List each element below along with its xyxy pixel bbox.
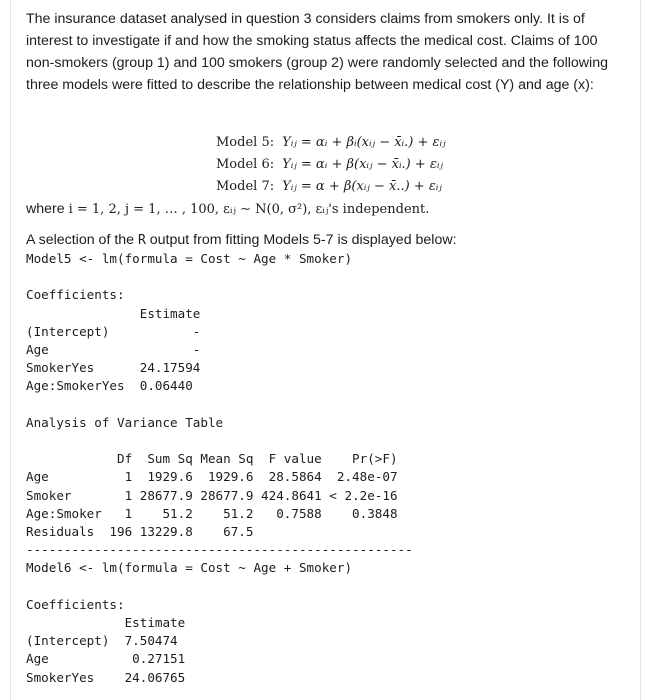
model-7-row — [216, 176, 516, 198]
model-6-label: Model 6: — [216, 157, 275, 172]
output-intro-before: A selection of the — [26, 232, 138, 248]
where-math: i = 1, 2, j = 1, … , 100, εᵢⱼ ∼ N(0, σ²), εᵢⱼ's independent. — [68, 202, 430, 217]
model-equations — [216, 132, 516, 198]
model-5-equation: Yᵢⱼ = αᵢ + βᵢ(xᵢⱼ − x̄ᵢ.) + εᵢⱼ — [282, 135, 446, 150]
where-prefix: where — [26, 201, 69, 217]
model-6-row — [216, 154, 516, 176]
question-card — [10, 0, 641, 700]
model-6-equation: Yᵢⱼ = αᵢ + β(xᵢⱼ − x̄ᵢ.) + εᵢⱼ — [282, 157, 443, 172]
question-content — [26, 8, 626, 685]
model-7-label: Model 7: — [216, 179, 275, 194]
output-intro — [26, 229, 457, 252]
output-intro-after: output from fitting Models 5-7 is displayed below: — [145, 232, 457, 248]
intro-paragraph: The insurance dataset analysed in question 3 considers claims from smokers only. It is of interest to investigate if and how the smoking status affects the medical cost. Claims of 100 non-smokers (group 1) and 100 smokers (group 2) were randomly selected and the following three models were fitted to describe the relationship between medical cost (Y) and age (x): — [26, 11, 608, 93]
model-5-label: Model 5: — [216, 135, 275, 150]
model-7-equation: Yᵢⱼ = α + β(xᵢⱼ − x̄..) + εᵢⱼ — [282, 179, 442, 194]
where-clause — [26, 198, 429, 221]
model-5-row — [216, 132, 516, 154]
r-output-block: Model5 <- lm(formula = Cost ~ Age * Smoker) Coefficients: Estimate (Intercept) - Age - SmokerYes 24.17594 Age:SmokerYes 0.06440 Analysis of Variance Table Df Sum Sq Mean Sq F value Pr(>F) Age 1 1929.6 1929.6 28.5864 2.48e-07 Smoker 1 28677.9 28677.9 424.8641 < 2.2e-16 Age:Smoker 1 51.2 51.2 0.7588 0.3848 Residuals 196 13229.8 67.5 --------------------------------------------------- Model6 <- lm(formula = Cost ~ Age + Smoker) Coefficients: Estimate (Intercept) 7.50474 Age 0.27151 SmokerYes 24.06765 — [26, 251, 413, 685]
output-intro-r: R — [138, 233, 146, 248]
